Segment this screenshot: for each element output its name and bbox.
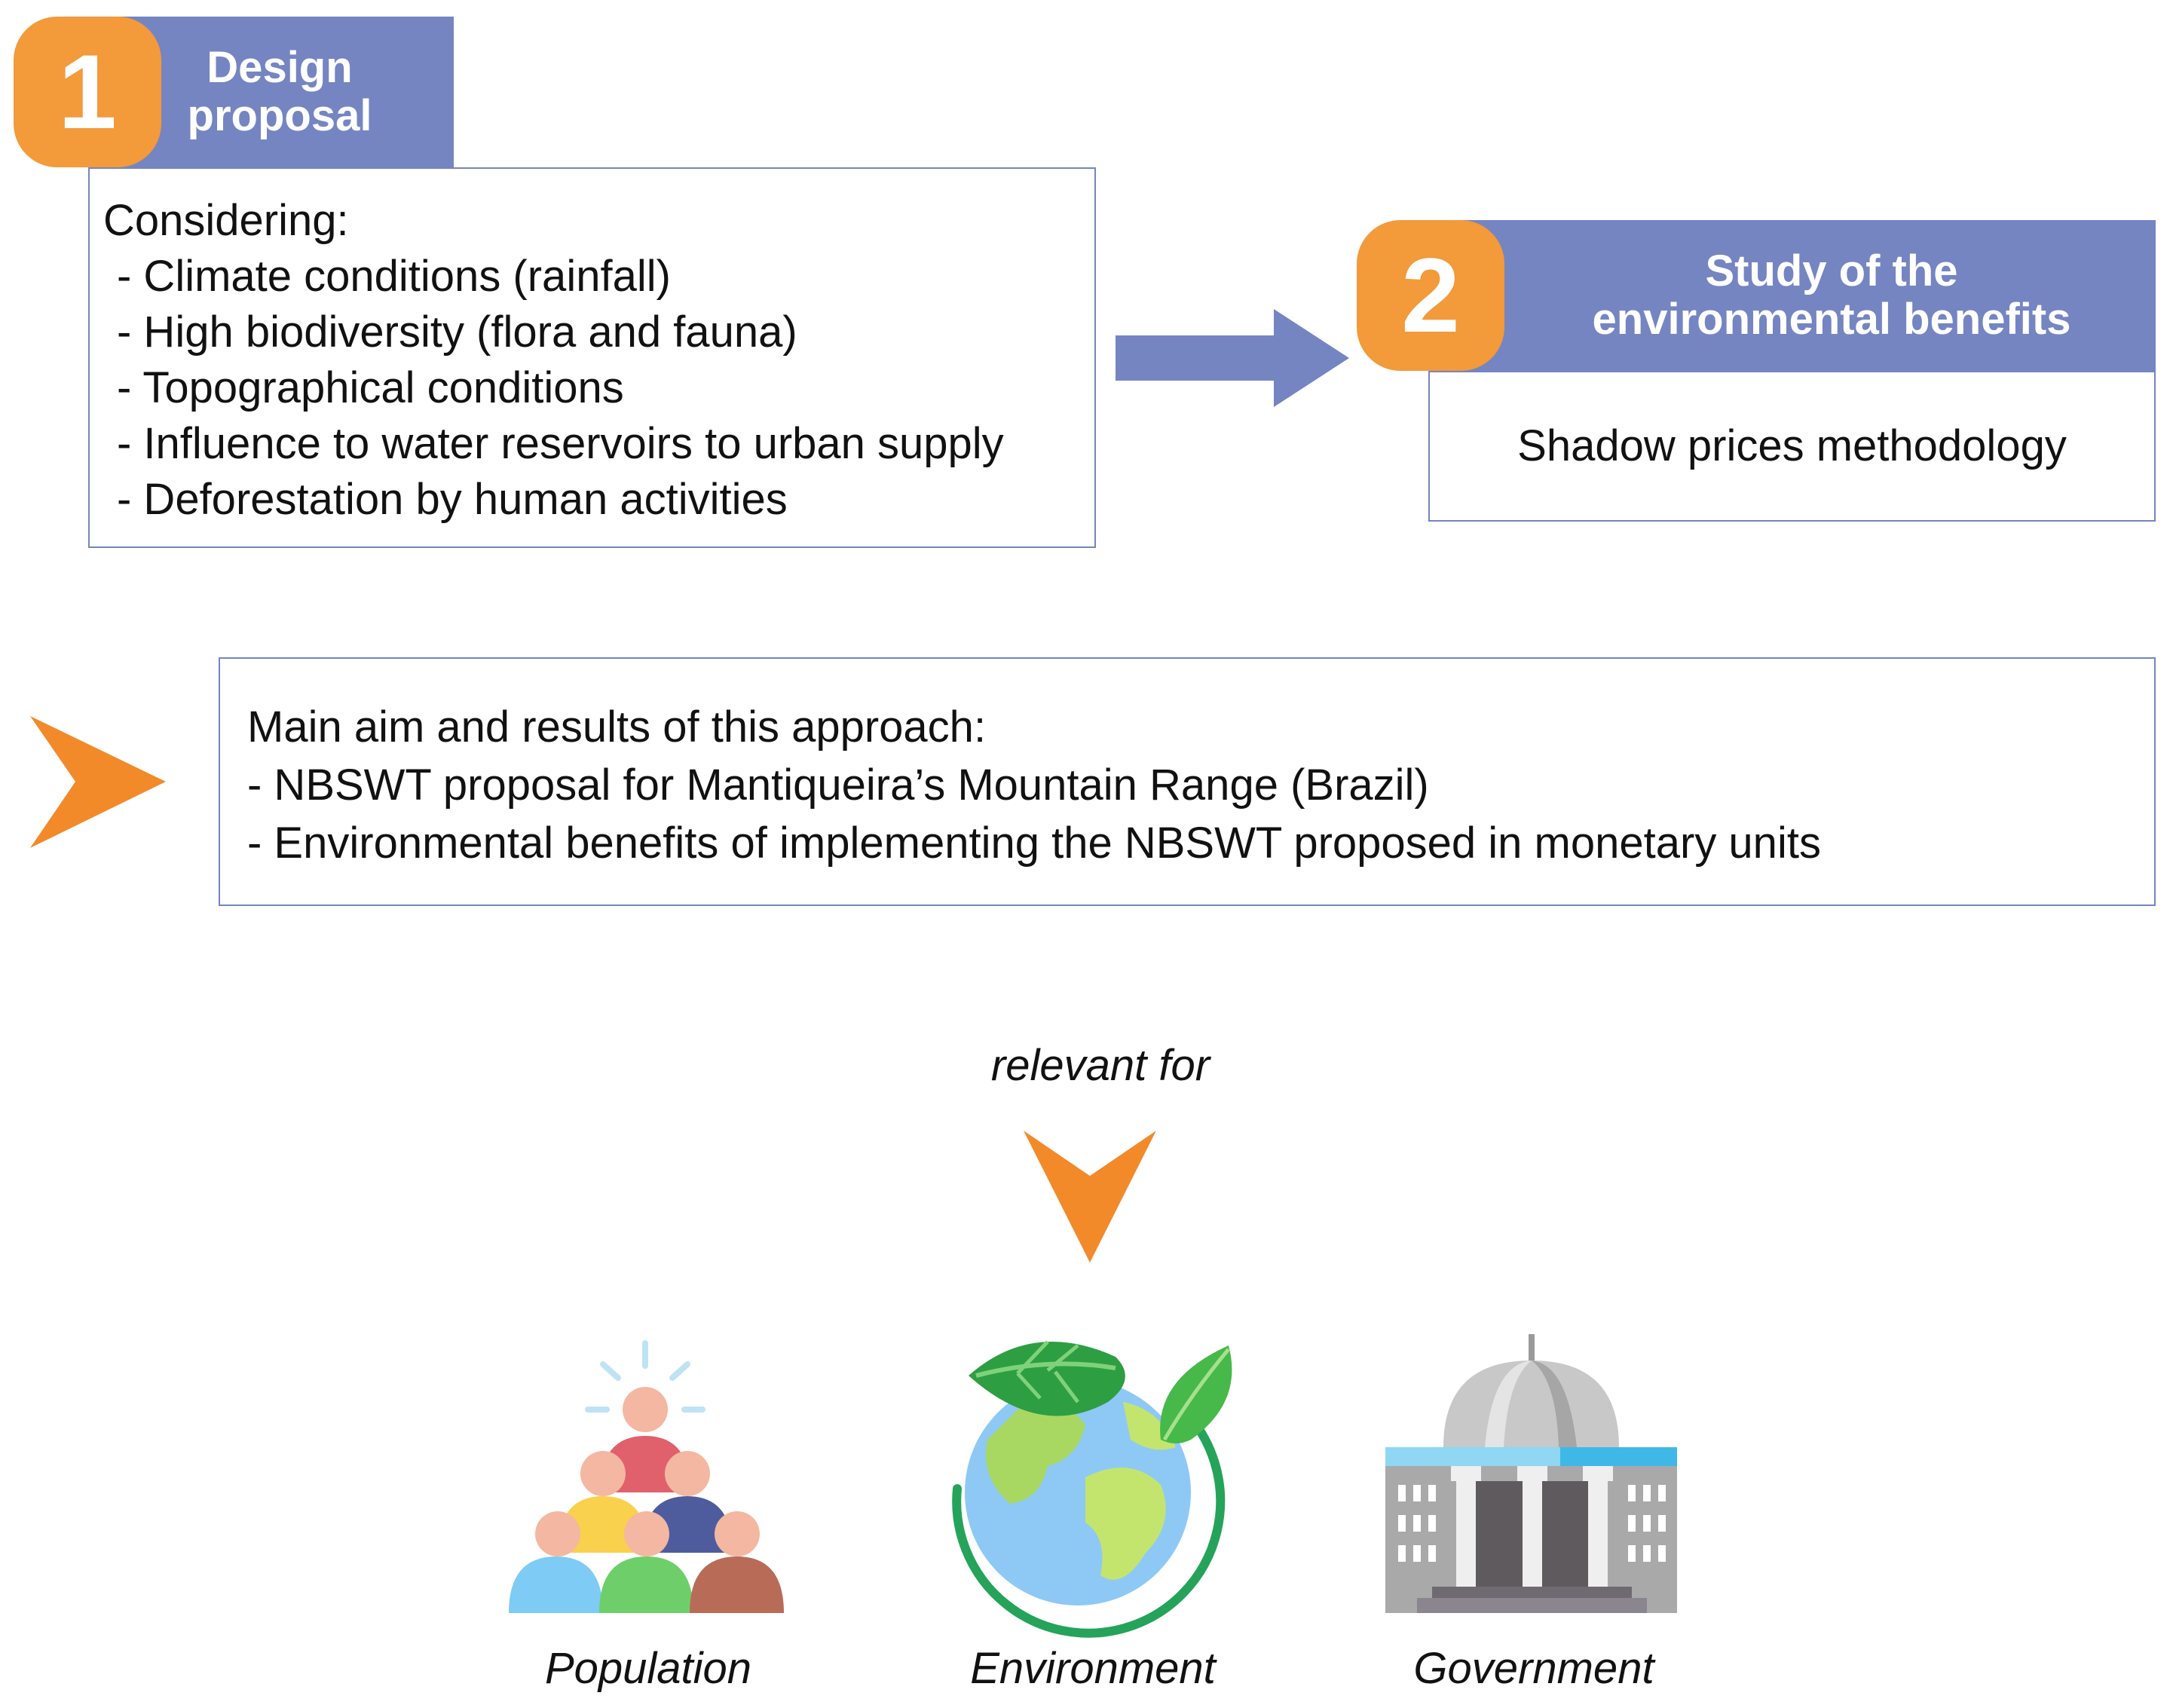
step2-title-line2: environmental benefits — [1592, 295, 2071, 344]
aim-box — [219, 657, 2156, 906]
step2-title-line1: Study of the — [1705, 246, 1958, 296]
step2-content-box — [1428, 371, 2156, 522]
aim-item-1: - NBSWT proposal for Mantiqueira’s Mountain Range (Brazil) — [247, 761, 1429, 810]
arrow-right-orange-icon — [30, 716, 166, 848]
step1-number-badge — [14, 17, 161, 167]
step1-item-3: - Topographical conditions — [117, 363, 624, 412]
arrow-right-icon — [1116, 309, 1349, 407]
people-group-icon — [505, 1334, 791, 1621]
population-label: Population — [544, 1644, 752, 1693]
step2-title-bar — [1462, 220, 2156, 371]
relevant-for-label: relevant for — [990, 1041, 1210, 1090]
step1-item-5: - Deforestation by human activities — [117, 475, 788, 524]
step2-body: Shadow prices methodology — [1517, 421, 2067, 470]
step2-number-badge — [1357, 220, 1504, 371]
environment-label: Environment — [970, 1644, 1216, 1693]
government-label: Government — [1413, 1644, 1654, 1693]
step1-title-line1: Design — [207, 43, 353, 93]
step1-item-2: - High biodiversity (flora and fauna) — [117, 308, 797, 357]
aim-heading: Main aim and results of this approach: — [247, 702, 987, 751]
aim-item-2: - Environmental benefits of implementing the NBSWT proposed in monetary units — [247, 819, 1821, 868]
step1-title-line2: proposal — [187, 91, 372, 140]
step1-number: 1 — [58, 32, 117, 151]
arrow-down-icon — [1024, 1131, 1156, 1263]
step1-item-1: - Climate conditions (rainfall) — [117, 252, 671, 301]
step1-heading: Considering: — [103, 196, 349, 245]
step1-content-box — [88, 167, 1096, 548]
globe-leaves-icon — [935, 1327, 1251, 1643]
step1-item-4: - Influence to water reservoirs to urban supply — [117, 419, 1004, 468]
step2-number: 2 — [1401, 236, 1460, 354]
government-building-icon — [1379, 1334, 1681, 1624]
